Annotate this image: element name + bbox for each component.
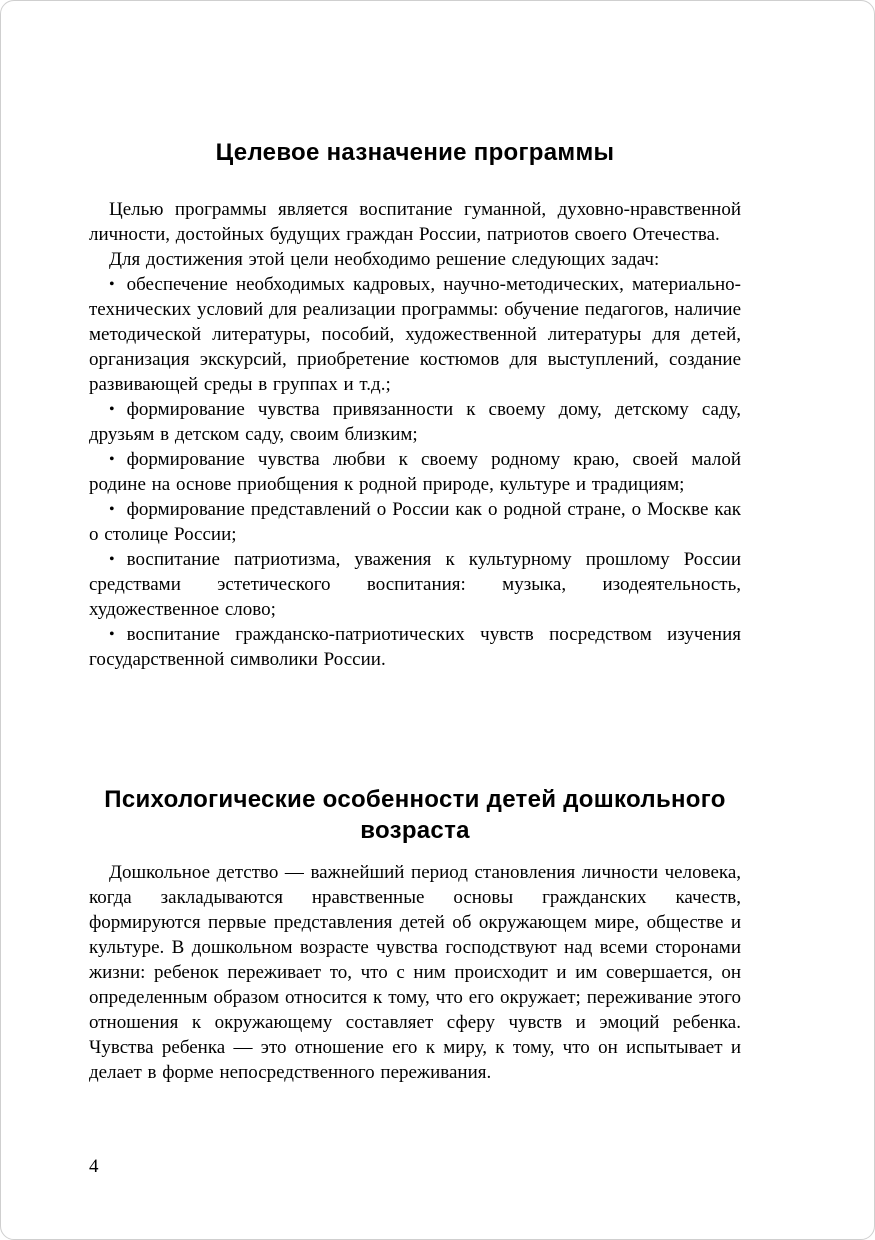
bullet-text: обеспечение необходимых кадровых, научно-методических, материально-технических условий для реализации программы: обучение педагогов, наличие методической литературы, пособий, художественной литературы для детей, организация экскурсий, приобретение костюмов для выступлений, создание развивающей среды в группах и т.д.; <box>89 274 741 395</box>
bullet-marker-icon: • <box>109 626 115 643</box>
bullet-item <box>89 547 741 622</box>
bullet-text: формирование чувства любви к своему родному краю, своей малой родине на основе приобщения к родной природе, культуре и традициям; <box>89 449 741 495</box>
bullet-marker-icon: • <box>109 401 115 418</box>
bullet-marker-icon: • <box>109 501 115 518</box>
page-number: 4 <box>89 1156 99 1177</box>
paragraph-program-goal: Целью программы является воспитание гуманной, духовно-нравственной личности, достойных будущих граждан России, патриотов своего Отечества. <box>89 199 741 245</box>
bullet-marker-icon: • <box>109 276 115 293</box>
bullet-item <box>89 447 741 497</box>
bullet-text: воспитание патриотизма, уважения к культурному прошлому России средствами эстетического воспитания: музыка, изодеятельность, художественное слово; <box>89 549 741 620</box>
bullet-text: формирование чувства привязанности к своему дому, детскому саду, друзьям в детском саду, своим близким; <box>89 399 741 445</box>
section-title-psych-features: Психологические особенности детей дошкольного возраста <box>104 786 726 844</box>
bullet-marker-icon: • <box>109 451 115 468</box>
section-title-program-purpose: Целевое назначение программы <box>215 139 615 166</box>
bullet-item <box>89 622 741 672</box>
bullet-item <box>89 272 741 397</box>
bullet-text: формирование представлений о России как о родной стране, о Москве как о столице России; <box>89 499 741 545</box>
page-content <box>89 137 741 1085</box>
paragraph-tasks-intro: Для достижения этой цели необходимо решение следующих задач: <box>109 249 660 270</box>
bullet-item <box>89 497 741 547</box>
bullet-text: воспитание гражданско-патриотических чувств посредством изучения государственной символики России. <box>89 624 741 670</box>
bullet-item <box>89 397 741 447</box>
bullet-marker-icon: • <box>109 551 115 568</box>
paragraph-preschool-childhood: Дошкольное детство — важнейший период становления личности человека, когда закладываются нравственные основы гражданских качеств, формируются первые представления детей об окружающем мире, обществе и культуре. В дошкольном возрасте чувства господствуют над всеми сторонами жизни: ребенок переживает то, что с ним происходит и им совершается, он определенным образом относится к тому, что его окружает; переживание этого отношения к окружающему составляет сферу чувств и эмоций ребенка. Чувства ребенка — это отношение его к миру, к тому, что он испытывает и делает в форме непосредственного переживания. <box>89 862 741 1083</box>
